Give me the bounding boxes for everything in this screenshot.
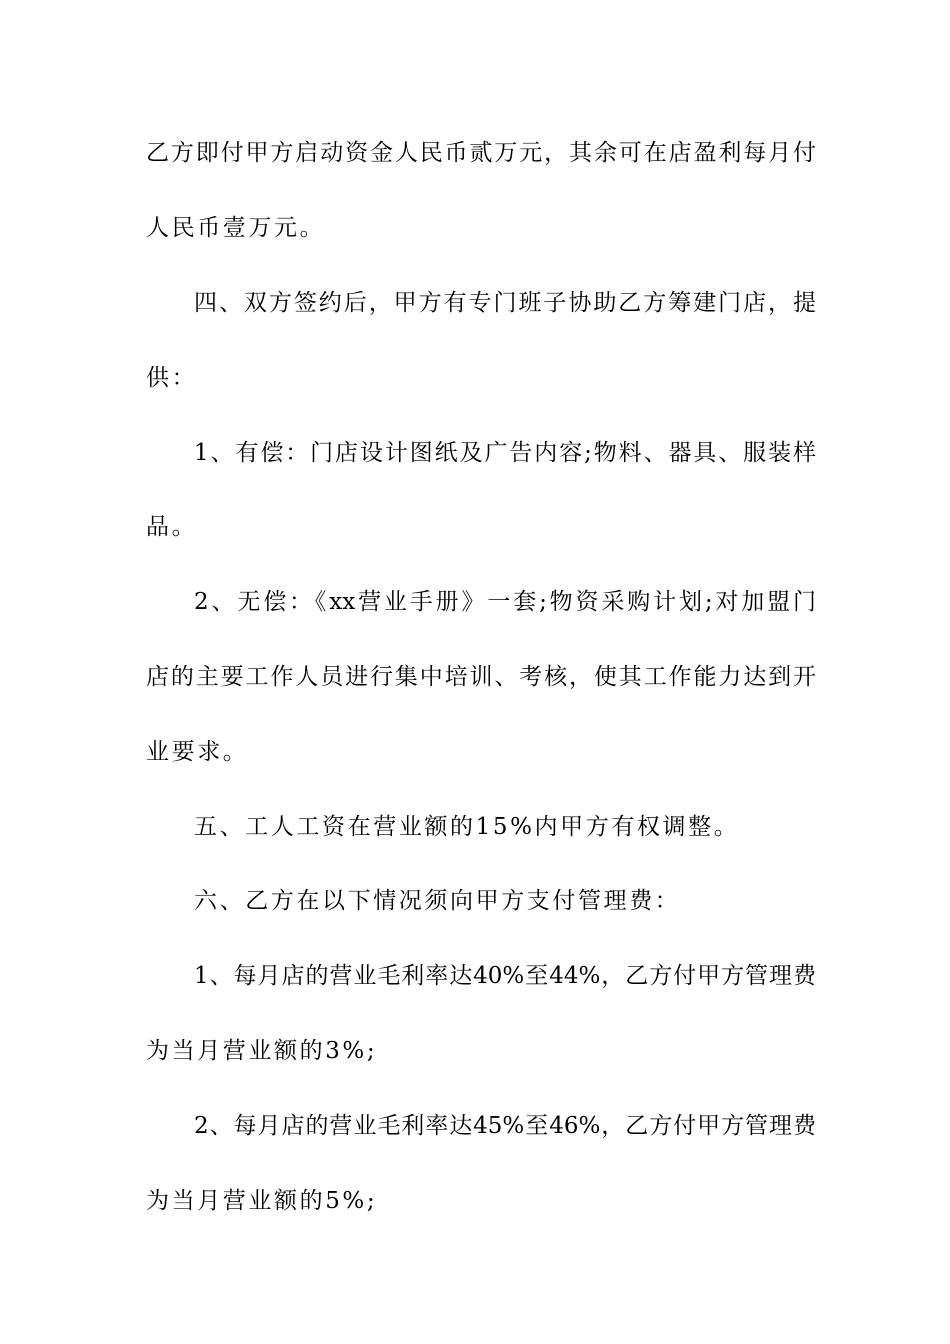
text-line-1: 乙方即付甲方启动资金人民币贰万元，其余可在店盈利每月付 [146,140,816,166]
text-line-6: 品。 [146,514,198,540]
text-line-9: 业要求。 [146,739,249,765]
text-line-2: 人民币壹万元。 [146,215,326,241]
text-line-5: 1、有偿：门店设计图纸及广告内容;物料、器具、服装样 [194,440,816,466]
text-line-15: 为当月营业额的5%; [146,1188,378,1214]
text-line-8: 店的主要工作人员进行集中培训、考核，使其工作能力达到开 [146,664,816,690]
text-line-12: 1、每月店的营业毛利率达40%至44%，乙方付甲方管理费 [194,963,816,989]
text-line-11: 六、乙方在以下情况须向甲方支付管理费： [194,888,681,914]
text-line-14: 2、每月店的营业毛利率达45%至46%，乙方付甲方管理费 [194,1113,816,1139]
text-line-7: 2、无偿：《xx营业手册》一套;物资采购计划;对加盟门 [194,589,816,615]
text-line-13: 为当月营业额的3%; [146,1038,378,1064]
text-line-3: 四、双方签约后，甲方有专门班子协助乙方筹建门店，提 [194,290,816,316]
text-line-10: 五、工人工资在营业额的15%内甲方有权调整。 [194,814,740,840]
text-line-4: 供： [146,365,198,391]
